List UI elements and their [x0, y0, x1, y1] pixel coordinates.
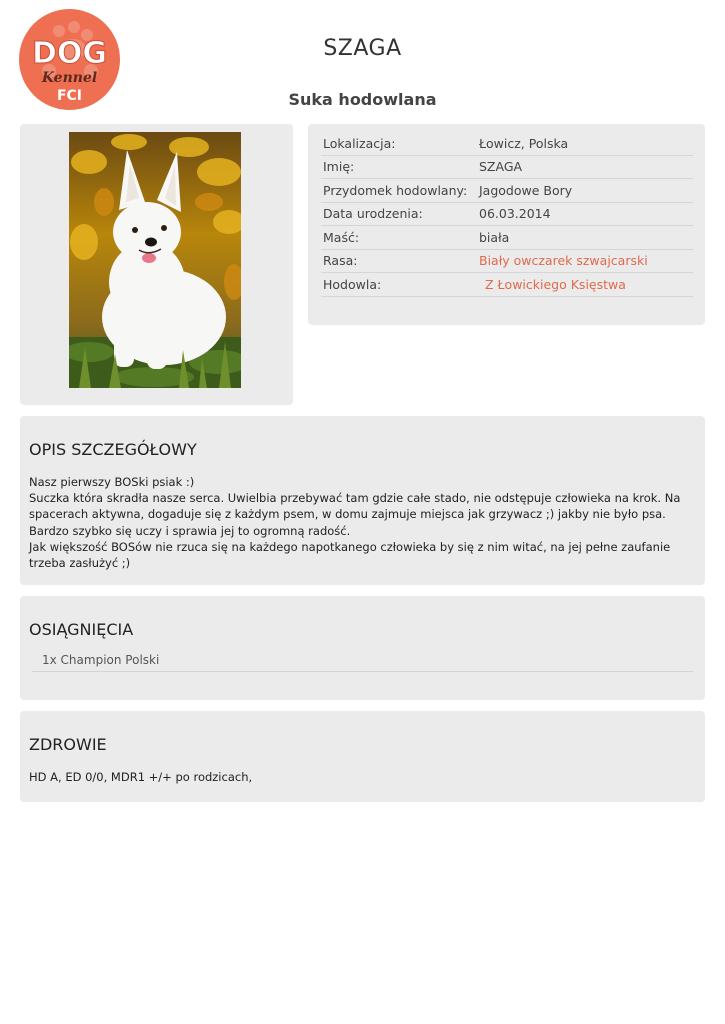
svg-text:DOG: DOG	[31, 36, 108, 71]
details-table	[321, 132, 693, 297]
detail-label: Przydomek hodowlany:	[321, 179, 473, 203]
detail-label: Rasa:	[321, 249, 473, 273]
page-subtitle: Suka hodowlana	[288, 90, 437, 109]
dog-photo[interactable]	[69, 132, 241, 388]
health-text: HD A, ED 0/0, MDR1 +/+ po rodzicach,	[29, 770, 253, 784]
photo-card	[20, 124, 293, 405]
detail-row-name	[321, 155, 693, 179]
detail-row-kennel-name	[321, 179, 693, 203]
kennel-link[interactable]: Z Łowickiego Księstwa	[473, 273, 693, 297]
detail-value: Łowicz, Polska	[473, 132, 693, 155]
svg-text:Kennel: Kennel	[41, 70, 98, 86]
description-line: Suczka która skradła nasze serca. Uwielbia przebywać tam gdzie całe stado, nie odstępuje człowieka na krok. Na spacerach aktywna, dogaduje się z każdym psem, w domu zajmuje miejsca jak grzywacz ;) jakby nie było psa.	[29, 491, 681, 522]
detail-value: 06.03.2014	[473, 202, 693, 226]
detail-label: Maść:	[321, 226, 473, 250]
detail-label: Data urodzenia:	[321, 202, 473, 226]
detail-row-location	[321, 132, 693, 155]
detail-value: Jagodowe Bory	[473, 179, 693, 203]
detail-label: Lokalizacja:	[321, 132, 473, 155]
detail-row-breed	[321, 249, 693, 273]
description-section	[20, 416, 705, 585]
description-heading: OPIS SZCZEGÓŁOWY	[29, 440, 197, 459]
breed-link[interactable]: Biały owczarek szwajcarski	[473, 249, 693, 273]
page-title: SZAGA	[323, 36, 402, 61]
description-line: Bardzo szybko się uczy i sprawia jej to ogromną radość.	[29, 523, 351, 538]
detail-row-birth-date	[321, 202, 693, 226]
details-card	[308, 124, 705, 325]
svg-text:FCI: FCI	[56, 88, 83, 104]
achievements-section	[20, 596, 705, 700]
description-line: Nasz pierwszy BOSki psiak :)	[29, 475, 195, 489]
detail-value: SZAGA	[473, 155, 693, 179]
detail-value: biała	[473, 226, 693, 250]
detail-label: Imię:	[321, 155, 473, 179]
detail-row-color	[321, 226, 693, 250]
detail-row-kennel	[321, 273, 693, 297]
achievements-heading: OSIĄGNIĘCIA	[29, 620, 134, 639]
achievement-item: 1x Champion Polski	[32, 650, 693, 672]
description-text	[29, 474, 697, 571]
detail-label: Hodowla:	[321, 273, 473, 297]
health-section	[20, 711, 705, 802]
description-line: Jak większość BOSów nie rzuca się na każdego napotkanego człowieka by się z nim witać, na jej pełne zaufanie trzeba zasłużyć ;)	[29, 539, 671, 571]
health-heading: ZDROWIE	[29, 735, 107, 754]
